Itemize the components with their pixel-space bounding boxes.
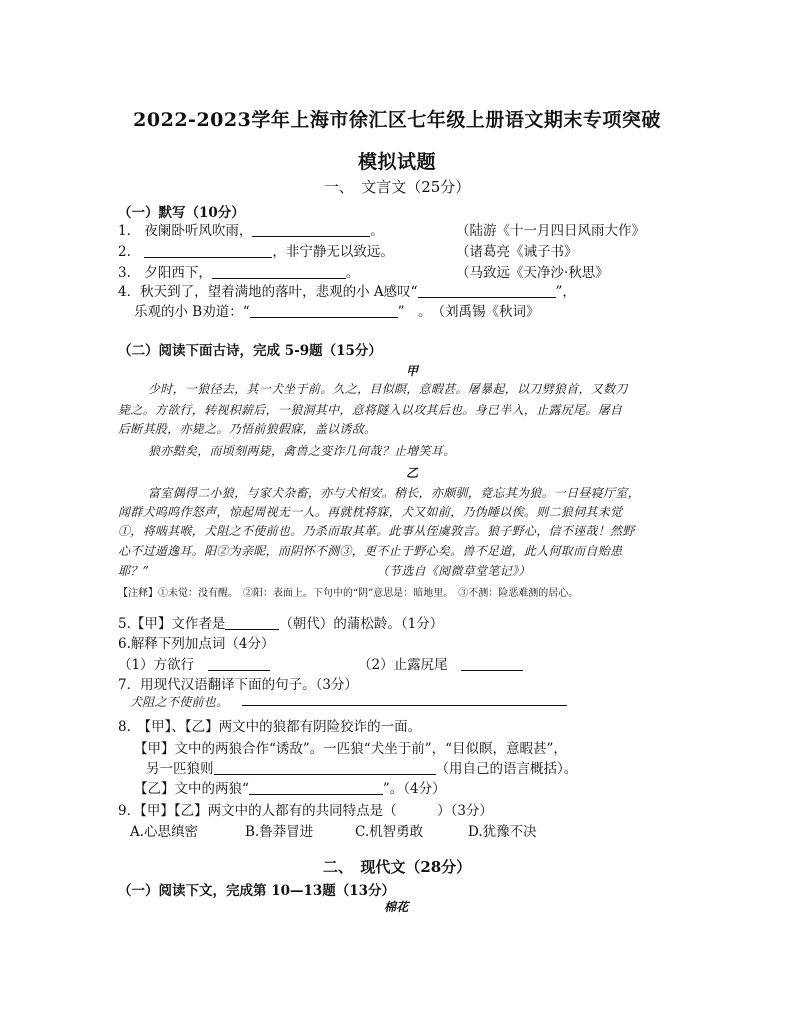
question-6-item-2-text: （2）止露尻尾 [358, 657, 448, 673]
dictation-item-1 [118, 219, 384, 239]
question-9-option-a[interactable]: A.心思缜密 [130, 824, 199, 840]
question-6-item-1 [118, 653, 270, 673]
answer-blank[interactable] [214, 760, 436, 775]
dictation-item-4b-end: ” 。 （刘禹锡《秋词》 [397, 304, 540, 320]
answer-blank[interactable] [144, 243, 272, 258]
answer-blank[interactable] [249, 780, 383, 795]
dictation-item-2-end: ，非宁静无以致远。 [272, 244, 394, 260]
question-9-option-c[interactable]: C.机智勇敢 [355, 824, 424, 840]
dictation-source-1: （陆游《十一月四日风雨大作》 [456, 223, 645, 239]
question-5 [118, 612, 443, 632]
dictation-item-4 [118, 280, 576, 300]
part-one-heading: 一、 文言文（25分） [323, 178, 471, 196]
dictation-item-4-end: ”， [555, 284, 576, 300]
question-8-line-3-text: 另一匹狼则 [146, 761, 214, 777]
article-title: 棉花 [384, 900, 409, 914]
question-6: 6.解释下列加点词（4分） [118, 636, 275, 652]
text-jia-label: 甲 [406, 364, 419, 378]
dictation-item-4-text: 4．秋天到了，望着满地的落叶，悲观的小 A感叹“ [118, 284, 418, 300]
question-6-item-2 [358, 653, 523, 673]
dictation-item-2 [118, 240, 394, 260]
question-7: 7．用现代汉语翻译下面的句子。（3分） [118, 677, 358, 693]
answer-blank[interactable] [208, 656, 270, 671]
question-6-item-1-text: （1）方欲行 [118, 657, 195, 673]
text-yi-line-3: ①，将啮其喉，犬阻之不使前也。乃杀而取其革。此事从侄虞敦言。狼子野心，信不诬哉！然野 [118, 524, 635, 538]
part-two-heading: 二、 现代文（28分） [322, 858, 472, 876]
text-yi-line-2: 闻群犬呜呜作怒声，惊起周视无一人。再就枕将寐，犬又如前，乃伪睡以俟。则二狼伺其未觉 [118, 505, 623, 519]
answer-blank[interactable] [461, 656, 523, 671]
dictation-item-4-line2 [134, 300, 540, 320]
question-5-end: （朝代）的蒲松龄。（1分） [279, 616, 444, 632]
text-jia-line-1: 少时，一狼径去，其一犬坐于前。久之，目似瞑，意暇甚。屠暴起，以刀劈狼首，又数刀 [148, 382, 628, 396]
question-8: 8. 【甲】、【乙】两文中的狼都有阴险狡诈的一面。 [118, 719, 422, 735]
question-7-sentence: 犬阻之不使前也。 [130, 695, 229, 709]
dictation-source-3: （马致远《天净沙·秋思》 [456, 265, 609, 281]
dictation-item-1-end: 。 [370, 223, 384, 239]
exam-title-line2: 模拟试题 [357, 151, 436, 173]
text-yi-label: 乙 [406, 466, 419, 480]
question-8-line-2: 【甲】文中的两狼合作“诱敌”。一匹狼“犬坐于前”，“目似瞑，意暇甚”， [134, 741, 567, 757]
question-8-line-4-end: ”。（4分） [382, 781, 446, 797]
text-yi-line-5: 耶？” （节选自《阅微草堂笔记》） [118, 564, 531, 578]
question-5-text: 5.【甲】文作者是 [118, 616, 226, 632]
answer-blank[interactable] [212, 264, 346, 279]
dictation-item-1-text: 1. 夜阑卧听风吹雨， [118, 223, 253, 239]
answer-line[interactable] [242, 691, 567, 706]
exam-title: 2022-2023学年上海市徐汇区七年级上册语文期末专项突破 [133, 109, 661, 131]
text-jia-line-3: 后断其股，亦毙之。乃悟前狼假寐，盖以诱敌。 [118, 422, 377, 436]
text-jia-line-2: 毙之。方欲行，转视积薪后，一狼洞其中，意将隧入以攻其后也。身已半入，止露尻尾。屠自 [118, 403, 623, 417]
text-jia-line-4: 狼亦黠矣，而顷刻两毙，禽兽之变诈几何哉？止增笑耳。 [148, 444, 456, 458]
answer-blank[interactable] [418, 283, 556, 298]
question-9-option-b[interactable]: B.鲁莽冒进 [245, 824, 314, 840]
dictation-item-3 [118, 261, 359, 281]
section-poem-heading: （二）阅读下面古诗，完成 5-9题（15分） [118, 343, 382, 359]
text-yi-line-4: 心不过遁逸耳。阳②为亲昵，而阴怀不测③，更不止于野心矣。兽不足道，此人何取而自贻患 [118, 544, 623, 558]
question-9-option-d[interactable]: D.犹豫不决 [468, 824, 537, 840]
answer-blank[interactable] [225, 615, 279, 630]
section-modern-heading: （一）阅读下文，完成第 10—13题（13分） [118, 883, 396, 899]
question-9: 9．【甲】【乙】两文中的人都有的共同特点是（ ）（3分） [118, 803, 493, 819]
question-8-line-4 [134, 777, 446, 797]
question-8-line-3 [146, 757, 577, 777]
answer-blank[interactable] [252, 222, 370, 237]
dictation-item-4b-text: 乐观的小 B劝道：“ [134, 304, 250, 320]
dictation-item-3-end: 。 [345, 265, 360, 281]
question-8-line-4-text: 【乙】文中的两狼“ [134, 781, 249, 797]
answer-blank[interactable] [250, 303, 398, 318]
annotation-note: 【注释】①未觉：没有醒。 ②阳：表面上。下句中的“阴”意思是：暗地里。 ③不测：险恶难测的居心。 [118, 588, 579, 599]
dictation-item-2-text: 2. [118, 244, 145, 260]
text-yi-line-1: 富室偶得二小狼，与家犬杂畜，亦与犬相安。稍长，亦颇驯，竟忘其为狼。一日昼寝厅室， [148, 486, 641, 500]
question-8-line-3-end: （用自己的语言概括）。 [435, 761, 578, 777]
section-dictation-heading: （一）默写（10分） [118, 205, 245, 221]
dictation-item-3-text: 3. 夕阳西下， [118, 265, 212, 281]
dictation-source-2: （诸葛亮《诫子书》 [456, 244, 578, 260]
